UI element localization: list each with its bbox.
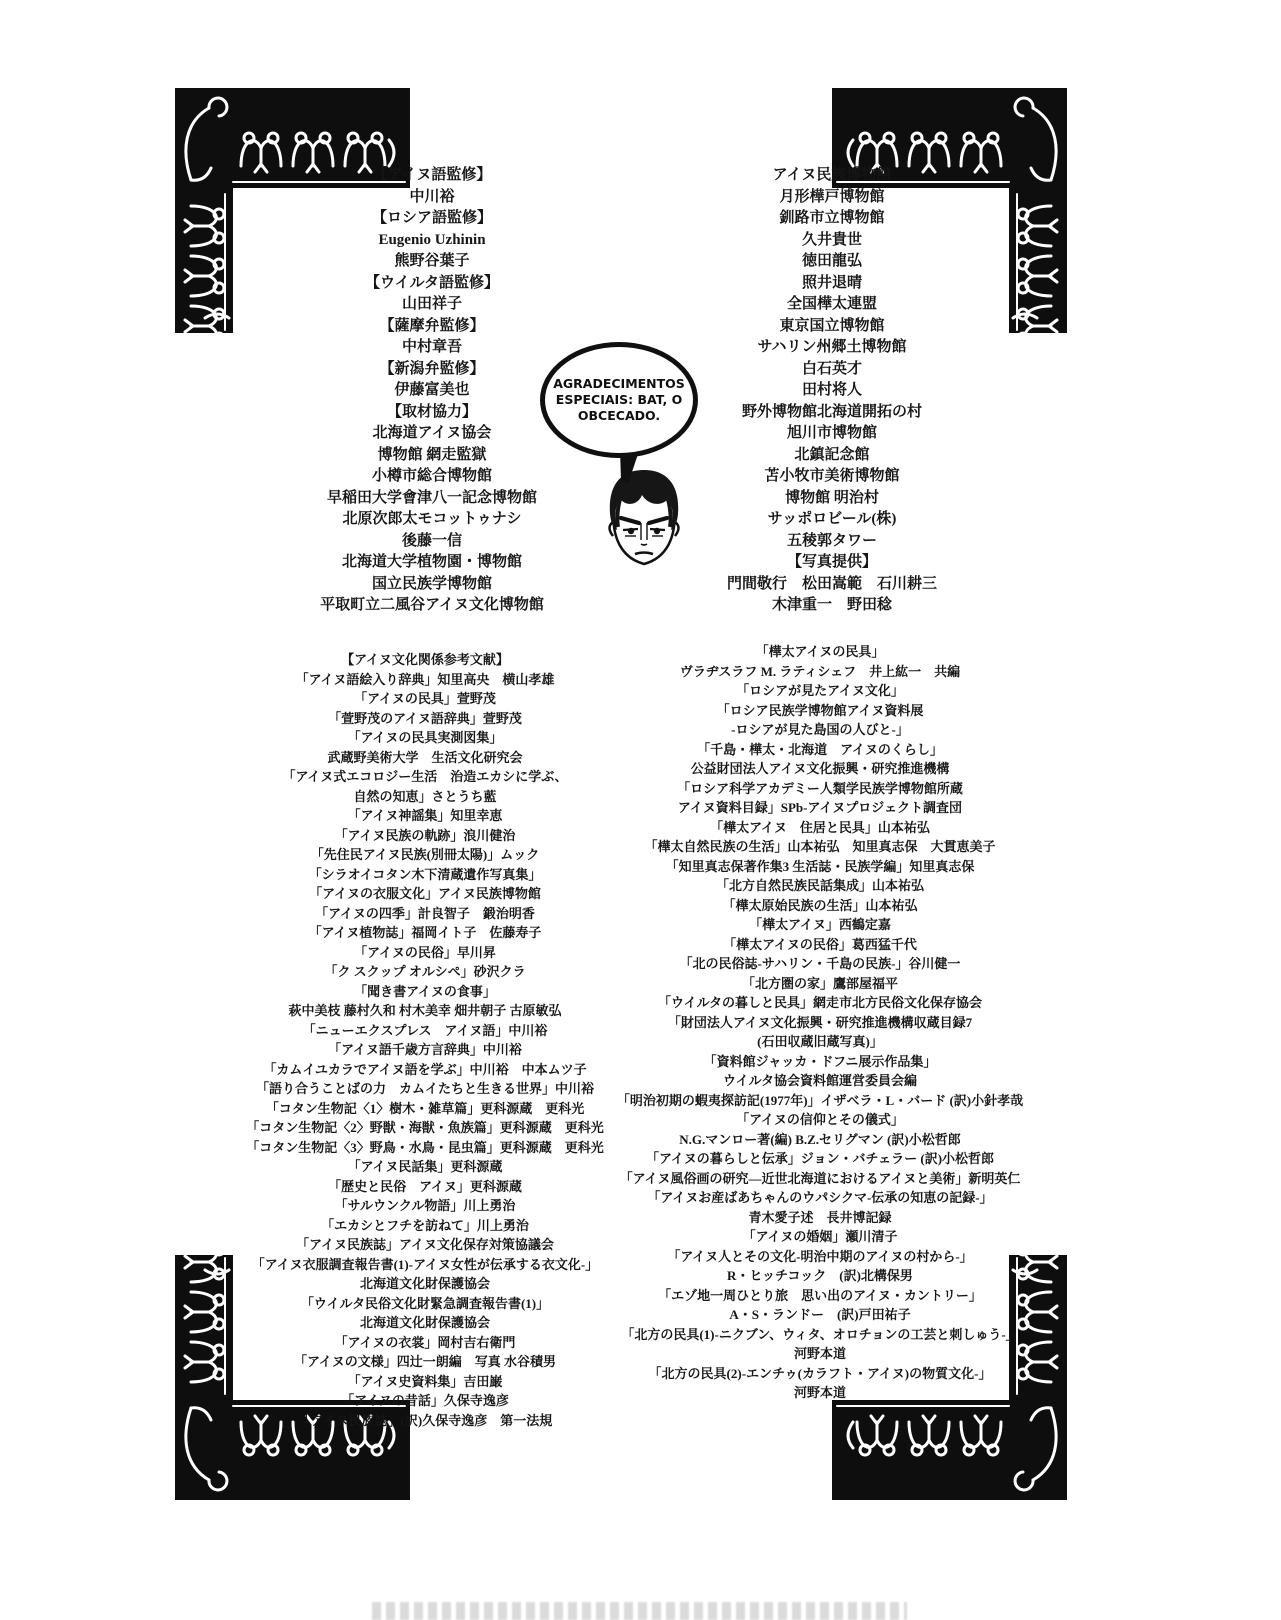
credit-line: 中川裕 (409, 188, 455, 205)
credit-line: 門間敬行 松田嵩範 石川耕三 (726, 575, 937, 592)
reference-line: 「コタン生物記〈2〉野獣・海獣・魚族篇」更科源蔵 更科光 (246, 1120, 604, 1135)
credit-line: 旭川市博物館 (786, 425, 877, 441)
reference-line: 「ロシアが見たアイヌ文化」 (736, 683, 904, 698)
reference-line: 「明治初期の蝦夷探訪記(1977年)」イザベラ・L・バード (訳)小針孝哉 (616, 1092, 1024, 1108)
reference-line: 「アイヌ神謡集」知里幸恵 (347, 808, 503, 823)
reference-line: 「ク スクップ オルシペ」砂沢クラ (324, 964, 526, 979)
credit-line: 東京国立博物館 (779, 317, 885, 334)
reference-line: 河野本道 (793, 1346, 846, 1361)
credit-line: 後藤一信 (401, 532, 462, 549)
credit-line: 博物館 明治村 (785, 489, 879, 506)
reference-line: 「ロシア科学アカデミー人類学民族学博物館所蔵 (677, 780, 963, 796)
credit-line: 北鎮記念館 (794, 446, 870, 463)
reference-line: ヴラヂスラフ M. ラティシェフ 井上紘一 共編 (679, 663, 961, 679)
credit-line: 伊藤富美也 (394, 382, 470, 398)
speech-bubble (540, 342, 698, 458)
reference-line: 「シラオイコタン木下清蔵遺作写真集」 (308, 866, 542, 882)
credit-line: サッポロビール(株) (767, 511, 897, 527)
reference-line: 「アイヌの文様」四辻一朗編 写真 水谷積男 (293, 1354, 557, 1369)
reference-line: 「萱野茂のアイヌ語辞典」萱野茂 (328, 710, 522, 726)
reference-line: 「北方圏の家」鷹部屋福平 (741, 975, 898, 991)
credit-line: 国立民族学博物館 (371, 575, 492, 592)
credit-line: 【ウイルタ語監修】 (365, 274, 499, 291)
credit-line: 早稲田大学會津八一記念博物館 (326, 489, 537, 506)
credit-line: 苫小牧市美術博物館 (764, 468, 900, 484)
reference-line: 「アイヌ民話集」更科源蔵 (347, 1159, 503, 1174)
reference-line: 「樺太アイヌの民俗」葛西猛千代 (723, 936, 917, 952)
reference-line: 「資料館ジャッカ・ドフニ展示作品集」 (703, 1053, 937, 1069)
reference-line: 「アイヌ植物誌」福岡イト子 佐藤寿子 (308, 925, 542, 940)
reference-line: 「アイヌ語千歳方言辞典」中川裕 (328, 1042, 522, 1057)
reference-line: 「千島・樺太・北海道 アイヌのくらし」 (697, 741, 943, 757)
reference-line: 「アイヌの婚姻」瀬川清子 (742, 1229, 898, 1244)
reference-line: 「歴史と民俗 アイヌ」更科源蔵 (328, 1178, 522, 1194)
reference-line: 河野本道 (793, 1385, 846, 1400)
credit-line: 【取材協力】 (386, 403, 477, 420)
reference-line: 「北の民俗誌-サハリン・千島の民族-」谷川健一 (679, 956, 961, 971)
reference-line: 「アイヌ式エコロジー生活 治造エカシに学ぶ、 (282, 769, 568, 784)
reference-line: 北海道文化財保護協会 (359, 1315, 490, 1330)
credit-line: アイヌ民族博物館 (772, 167, 892, 183)
references-right-column (595, 642, 1045, 1403)
reference-line: -ロシアが見た島国の人びと-」 (731, 722, 909, 737)
reference-line: 「樺太原始民族の生活」山本祐弘 (722, 897, 918, 913)
reference-line: 「語り合うことばの力 カムイたちと生きる世界」中川裕 (255, 1081, 594, 1096)
references-left-column (205, 650, 645, 1430)
credit-line: 北海道大学植物園・博物館 (341, 554, 522, 570)
reference-line: 「樺太アイヌ」西鶴定嘉 (749, 917, 891, 932)
reference-line: 「先住民アイヌ民族(別冊太陽)」ムック (310, 847, 540, 862)
reference-line: 「アイヌ語絵入り辞典」知里高央 横山孝雄 (295, 671, 555, 687)
reference-line: 萩中美枝 藤村久和 村木美幸 畑井朝子 古原敏弘 (288, 1003, 562, 1018)
credit-line: 山田祥子 (401, 296, 462, 312)
credit-line: 熊野谷葉子 (394, 253, 470, 269)
reference-line: 「アイヌの暮らしと伝承」ジョン・バチェラー (訳)小松哲郎 (645, 1151, 995, 1166)
credit-line: 徳田龍弘 (801, 253, 862, 269)
reference-line: 「アイヌお産ばあちゃんのウパシクマ-伝承の知恵の記録-」 (647, 1190, 993, 1205)
reference-line: 「聞き書アイヌの食事」 (354, 983, 496, 999)
reference-line: 「北方自然民族民話集成」山本祐弘 (715, 878, 924, 893)
reference-line: 「アイヌ史資料集」吉田巌 (347, 1373, 503, 1389)
reference-line: 「アイヌの衣服文化」アイヌ民族博物館 (309, 886, 541, 901)
credit-line: 北海道アイヌ協会 (372, 425, 492, 441)
reference-line: N.G.マンロー著(編) B.Z.セリグマン (訳)小松哲郎 (679, 1131, 961, 1147)
reference-line: 「アイヌ民族誌」アイヌ文化保存対策協議会 (296, 1237, 554, 1252)
credit-line: 木津重一 野田稔 (771, 597, 892, 613)
reference-line: 「コタン生物記〈1〉樹木・雑草篇」更科源蔵 更科光 (265, 1100, 585, 1116)
reference-line: 「知里真志保著作集3 生活誌・民族学編」知里真志保 (665, 858, 975, 874)
credit-line: 照井退晴 (801, 274, 862, 291)
reference-line: A・S・ランドー (訳)戸田祐子 (729, 1307, 911, 1322)
reference-line: 「アイヌ民族誌」(訳)久保寺逸彦 第一法規 (297, 1412, 553, 1428)
reference-line: ウイルタ協会資料館運営委員会編 (722, 1073, 918, 1088)
reference-line: 「カムイユカラでアイヌ語を学ぶ」中川裕 中本ムツ子 (263, 1061, 587, 1077)
reference-line: 「アイヌの民具」萱野茂 (354, 691, 496, 706)
credit-line: サハリン州郷土博物館 (757, 339, 907, 355)
reference-line: 「樺太自然民族の生活」山本祐弘 知里真志保 大貫恵美子 (644, 839, 996, 854)
credit-line: 野外博物館北海道開拓の村 (741, 403, 922, 420)
reference-line: 「サルウンクル物語」川上勇治 (334, 1198, 516, 1213)
reference-line: 公益財団法人アイヌ文化振興・研究推進機構 (690, 761, 950, 776)
credit-line: Eugenio Uzhinin (378, 231, 486, 248)
reference-line: 「アイヌの民俗」早川昇 (354, 944, 496, 960)
reference-line: 武蔵野美術大学 生活文化研究会 (327, 749, 523, 765)
reference-line: 【アイヌ文化関係参考文献】 (341, 652, 509, 667)
reference-line: 「北方の民具(2)-エンチゥ(カラフト・アイヌ)の物質文化-」 (648, 1365, 992, 1381)
reference-line: 「ウイルタの暮しと民具」網走市北方民俗文化保存協会 (657, 995, 983, 1010)
credit-line: 【写真提供】 (786, 554, 877, 570)
credit-line: 北原次郎太モコットゥナシ (342, 511, 522, 527)
reference-line: 「アイヌ風俗画の研究―近世北海道におけるアイヌと美術」新明英仁 (619, 1170, 1021, 1186)
credit-line: 月形樺戸博物館 (779, 188, 885, 205)
credit-line: 五稜郭タワー (786, 532, 877, 549)
reference-line: 北海道文化財保護協会 (359, 1276, 490, 1291)
reference-line: 「北方の民具(1)-ニクブン、ウィタ、オロチョンの工芸と刺しゅう-」 (621, 1326, 1019, 1342)
reference-line: 「コタン生物記〈3〉野鳥・水鳥・昆虫篇」更科源蔵 更科光 (246, 1139, 604, 1155)
reference-line: 「財団法人アイヌ文化振興・研究推進機構収蔵目録7 (667, 1014, 973, 1030)
reference-line: (石田収蔵旧蔵写真)」 (757, 1034, 883, 1049)
reference-line: 「アイヌ衣服調査報告書(1)-アイヌ女性が伝承する衣文化-」 (251, 1256, 599, 1272)
credit-line: 釧路市立博物館 (779, 210, 885, 226)
reference-line: 「アイヌ民族の軌跡」浪川健治 (334, 827, 516, 843)
reference-line: 「アイヌの信仰とその儀式」 (736, 1112, 904, 1127)
reference-line: 「アイヌの昔話」久保寺逸彦 (341, 1393, 509, 1408)
credit-line: 小樽市総合博物館 (371, 468, 492, 484)
reference-line: 「アイヌの民具実測図集」 (347, 730, 503, 745)
reference-line: 自然の知恵」さとうち藍 (353, 788, 497, 804)
credit-line: 平取町立二風谷アイヌ文化博物館 (320, 597, 544, 613)
credit-line: 【新潟弁監修】 (379, 360, 485, 377)
credit-line: 白石英才 (801, 360, 862, 377)
reference-line: 「樺太アイヌ 住居と民具」山本祐弘 (710, 819, 930, 835)
reference-line: アイヌ資料目録」SPb-アイヌプロジェクト調査団 (677, 800, 963, 815)
credit-line: 久井貴世 (801, 231, 862, 248)
reference-line: 青木愛子述 長井博記録 (748, 1209, 892, 1225)
reference-line: 「ウイルタ民俗文化財緊急調査報告書(1)」 (300, 1295, 550, 1311)
reference-line: 「アイヌ人とその文化-明治中期のアイヌの村から-」 (667, 1248, 973, 1264)
cropped-bottom-caption (372, 1602, 907, 1620)
credit-line: 【アイヌ語監修】 (372, 167, 492, 183)
reference-line: 「アイヌの四季」計良智子 鍛治明香 (315, 905, 535, 921)
credit-line: 【ロシア語監修】 (371, 210, 492, 226)
reference-line: 「ロシア民族学博物館アイヌ資料展 (716, 702, 924, 718)
speech-bubble-text: AGRADECIMENTOS ESPECIAIS: BAT, O OBCECADO. (553, 375, 685, 424)
reference-line: 「ニューエクスプレス アイヌ語」中川裕 (302, 1022, 548, 1038)
credit-line: 全国樺太連盟 (786, 296, 877, 312)
reference-line: 「アイヌの衣裳」岡村吉右衛門 (334, 1334, 516, 1350)
reference-line: R・ヒッチコック (訳)北構保男 (727, 1268, 913, 1283)
credit-line: 博物館 網走監獄 (377, 446, 487, 463)
reference-line: 「エカシとフチを訪ねて」川上勇治 (321, 1217, 529, 1233)
credit-line: 田村将人 (801, 382, 862, 398)
credit-line: 【薩摩弁監修】 (379, 317, 485, 334)
reference-line: 「樺太アイヌの民具」 (755, 644, 885, 659)
reference-line: 「エゾ地一周ひとり旅 思い出のアイヌ・カントリー」 (658, 1287, 982, 1303)
credit-line: 中村章吾 (401, 339, 462, 355)
